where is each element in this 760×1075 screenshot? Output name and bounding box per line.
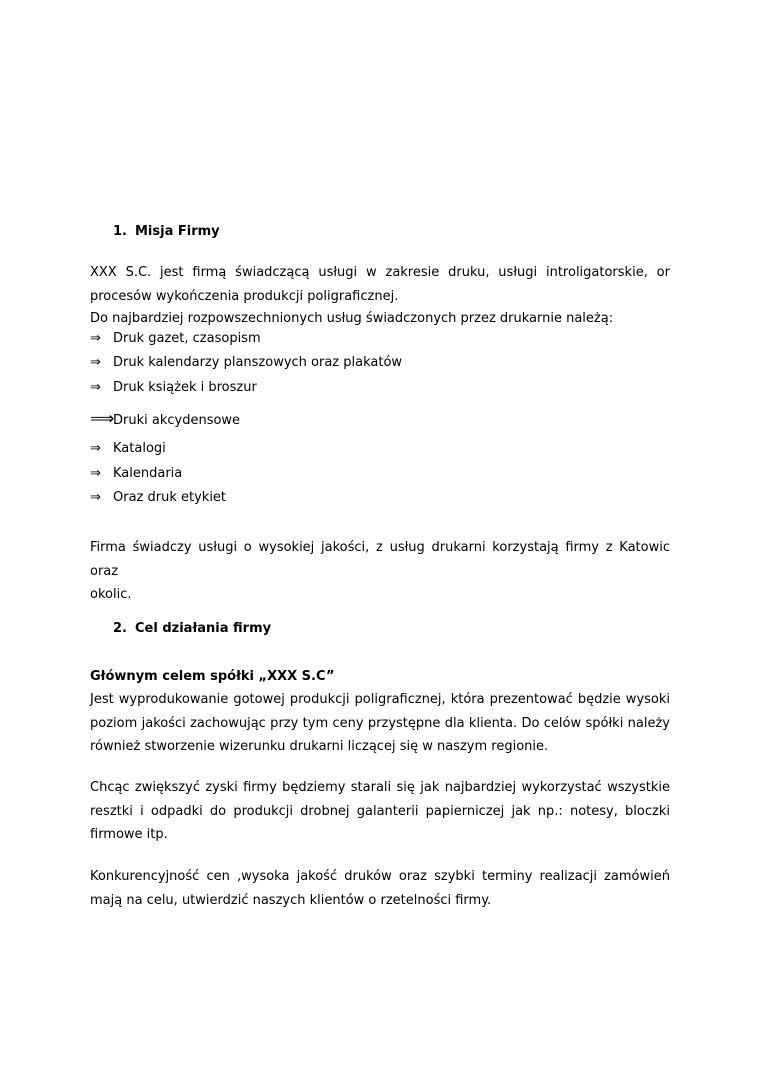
- list-item-label: Katalogi: [113, 441, 166, 456]
- section-1-number: 1.: [113, 224, 127, 239]
- list-item: [90, 490, 226, 505]
- arrow-icon: ⇒: [90, 490, 101, 505]
- paragraph-line: również stworzenie wizerunku drukarni liczącej się w naszym regionie.: [90, 739, 549, 754]
- arrow-icon: ⇒: [90, 441, 101, 456]
- paragraph-line: Chcąc zwiększyć zyski firmy będziemy starali się jak najbardziej wykorzystać wszystkie: [90, 780, 670, 795]
- section-2-title: Cel działania firmy: [135, 621, 272, 636]
- arrow-icon: ⇒: [90, 331, 101, 346]
- list-item: [90, 355, 402, 370]
- section-2-heading: [113, 621, 271, 636]
- list-item: [90, 380, 257, 395]
- paragraph-goal: [90, 688, 670, 759]
- paragraph-line: mają na celu, utwierdzić naszych klientów o rzetelności firmy.: [90, 892, 492, 908]
- paragraph-line: Konkurencyjność cen ,wysoka jakość druków oraz szybki terminy realizacji zamówień: [90, 869, 670, 884]
- closing-paragraph: [90, 536, 670, 607]
- list-item-label: Druk gazet, czasopism: [113, 331, 261, 346]
- arrow-icon: ⇒: [90, 355, 101, 370]
- services-intro: Do najbardziej rozpowszechnionych usług świadczonych przez drukarnie należą:: [90, 311, 614, 326]
- paragraph-line: resztki i odpadki do produkcji drobnej galanterii papierniczej jak np.: notesy, bloczki: [90, 803, 670, 819]
- list-item-label: Oraz druk etykiet: [113, 490, 227, 505]
- goal-heading: Głównym celem spółki „XXX S.C”: [90, 669, 335, 684]
- section-1-title: Misja Firmy: [135, 224, 220, 239]
- list-item: [90, 441, 166, 456]
- paragraph-line: firmowe itp.: [90, 827, 168, 842]
- list-item: [90, 466, 182, 481]
- paragraph-line: poziom jakości zachowując przy tym ceny przystępne dla klienta. Do celów spółki należy: [90, 715, 670, 731]
- list-item-label: Druki akcydensowe: [113, 413, 241, 428]
- paragraph-line: procesów wykończenia produkcji poligraficznej.: [90, 288, 399, 304]
- list-item-label: Druk książek i broszur: [113, 380, 257, 395]
- intro-paragraph: [90, 261, 670, 308]
- arrow-icon: ⇒: [90, 466, 101, 481]
- list-item-label: Kalendaria: [113, 466, 183, 481]
- paragraph-line: Firma świadczy usługi o wysokiej jakości, z usług drukarni korzystają firmy z Katowic oraz: [90, 540, 670, 579]
- section-2-number: 2.: [113, 621, 127, 636]
- paragraph-line: okolic.: [90, 587, 132, 602]
- paragraph-competitiveness: [90, 865, 670, 912]
- list-item: [90, 331, 261, 346]
- paragraph-line: Jest wyprodukowanie gotowej produkcji poligraficznej, która prezentować będzie wysoki: [90, 692, 670, 707]
- list-item-label: Druk kalendarzy planszowych oraz plakatów: [113, 355, 403, 370]
- list-item: [90, 409, 240, 429]
- paragraph-profits: [90, 776, 670, 847]
- paragraph-line: XXX S.C. jest firmą świadczącą usługi w zakresie druku, usługi introligatorskie, or: [90, 265, 670, 280]
- section-1-heading: [113, 224, 220, 239]
- arrow-icon: ⟹: [90, 409, 115, 429]
- arrow-icon: ⇒: [90, 380, 101, 395]
